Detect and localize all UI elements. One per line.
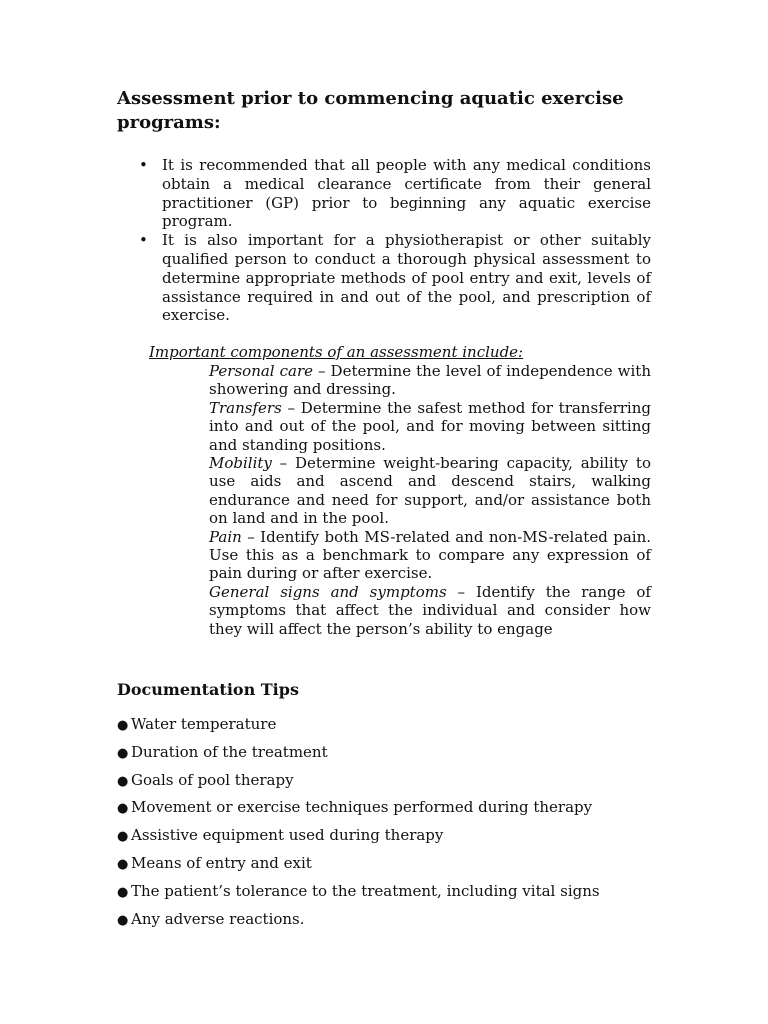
bullet-dot-icon: ● xyxy=(117,884,129,900)
bullet-dot-icon: ● xyxy=(117,801,129,817)
bullet-dot-icon: ● xyxy=(117,745,129,761)
component-personal-care xyxy=(209,362,651,399)
component-pain xyxy=(209,528,651,583)
intro-bullet-item xyxy=(117,231,651,325)
component-description: – Determine weight-bearing capacity, ability to use aids and ascend and descend stairs, walking endurance and need for support, and/or assistance both on land and in the pool. xyxy=(209,454,651,528)
component-term: Transfers xyxy=(209,398,282,417)
component-term: Personal care xyxy=(209,362,314,380)
bullet-dot-icon: ● xyxy=(117,829,129,845)
assessment-components-list xyxy=(209,362,651,638)
component-mobility xyxy=(209,454,651,528)
component-description: – Determine the safest method for transferring into and out of the pool, and for moving between sitting and standing positions. xyxy=(209,398,651,454)
component-general-signs xyxy=(209,583,651,638)
documentation-tips-list xyxy=(117,714,677,936)
intro-bullet-text: It is recommended that all people with any medical conditions obtain a medical clearance certificate from their general practitioner (GP) prior to beginning any aquatic exercise program. xyxy=(162,156,651,231)
assessment-components-heading: Important components of an assessment include: xyxy=(149,343,524,361)
documentation-tips-heading: Documentation Tips xyxy=(117,680,299,699)
tip-text: Assistive equipment used during therapy xyxy=(131,826,444,845)
component-description: – Identify both MS-related and non-MS-related pain. Use this as a benchmark to compare any expression of pain during or after exercise. xyxy=(209,527,651,583)
intro-bullet-text: It is also important for a physiotherapist or other suitably qualified person to conduct a thorough physical assessment to determine appropriate methods of pool entry and exit, levels of assistance required in and out of the pool, and prescription of exercise. xyxy=(162,231,651,325)
tip-text: Water temperature xyxy=(131,715,277,733)
bullet-dot-icon: ● xyxy=(117,856,129,872)
tip-text: Movement or exercise techniques performed during therapy xyxy=(131,798,593,817)
component-description: – Identify the range of symptoms that affect the individual and consider how they will affect the person’s ability to engage xyxy=(209,582,651,638)
tip-text: Duration of the treatment xyxy=(131,742,328,761)
bullet-dot-icon: ● xyxy=(117,718,129,733)
component-description: – Determine the level of independence with showering and dressing. xyxy=(209,362,651,399)
bullet-marker: • xyxy=(139,156,148,174)
tip-item xyxy=(117,770,677,798)
bullet-dot-icon: ● xyxy=(117,773,129,789)
intro-bullet-list xyxy=(117,156,651,325)
component-term: Mobility xyxy=(209,454,272,473)
tip-item xyxy=(117,797,677,825)
intro-bullet-item xyxy=(117,156,651,231)
tip-item xyxy=(117,742,677,770)
tip-item xyxy=(117,714,677,742)
tip-text: Goals of pool therapy xyxy=(131,770,294,789)
bullet-dot-icon: ● xyxy=(117,912,129,928)
tip-item xyxy=(117,881,677,909)
bullet-marker: • xyxy=(139,231,148,250)
component-term: General signs and symptoms xyxy=(209,582,447,601)
document-title: Assessment prior to commencing aquatic exercise programs: xyxy=(117,88,624,133)
tip-text: Any adverse reactions. xyxy=(131,909,305,928)
tip-text: Means of entry and exit xyxy=(131,853,312,872)
tip-text: The patient’s tolerance to the treatment, including vital signs xyxy=(131,881,600,900)
component-transfers xyxy=(209,399,651,454)
tip-item xyxy=(117,825,677,853)
component-term: Pain xyxy=(209,527,242,546)
tip-item xyxy=(117,909,677,937)
tip-item xyxy=(117,853,677,881)
